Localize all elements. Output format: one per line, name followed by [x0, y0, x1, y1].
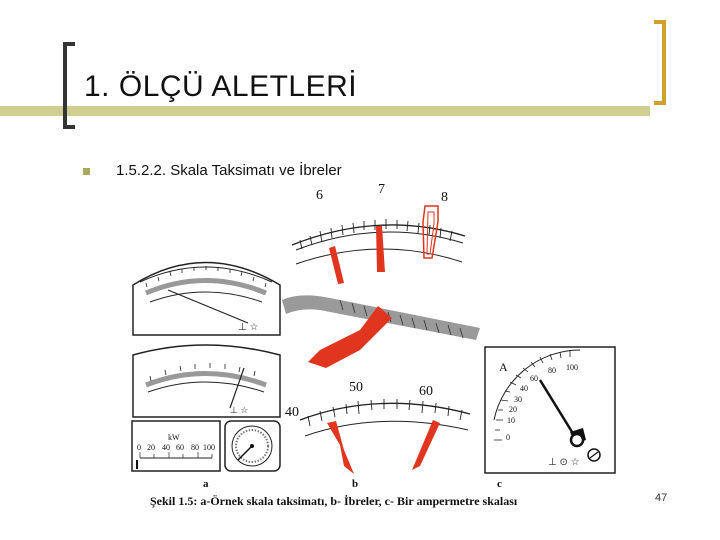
kw-tick-20: 20 — [147, 443, 155, 452]
ammeter-tick-30: 30 — [514, 395, 522, 404]
ammeter-tick-0: 0 — [506, 433, 510, 442]
ammeter-tick-40: 40 — [520, 384, 528, 393]
meter-round-dial — [225, 421, 280, 471]
figure-label-a: a — [203, 478, 209, 490]
scale-b-bottom-tick-50: 50 — [349, 380, 363, 395]
scale-b-top-tick-8: 8 — [441, 190, 448, 205]
kw-tick-80: 80 — [191, 443, 199, 452]
slide-title: 1. ÖLÇÜ ALETLERİ — [84, 70, 358, 103]
ammeter-unit-label: A — [499, 360, 508, 374]
scale-b-bottom-tick-60: 60 — [419, 384, 433, 399]
kw-tick-0: 0 — [137, 443, 141, 452]
scale-b-top-tick-6: 6 — [316, 188, 323, 203]
ammeter-tick-10: 10 — [507, 416, 515, 425]
ammeter-tick-20: 20 — [509, 405, 517, 414]
svg-text:⊥ ⊙ ☆: ⊥ ⊙ ☆ — [548, 457, 580, 468]
figure-caption: Şekil 1.5: a-Örnek skala taksimatı, b- İbreler, c- Bir ampermetre skalası — [150, 494, 518, 508]
figure-b-needles — [282, 206, 480, 474]
kw-tick-40: 40 — [162, 443, 170, 452]
meter-single-scale — [133, 345, 280, 417]
svg-text:⊥ ☆: ⊥ ☆ — [230, 405, 249, 415]
ammeter-tick-60: 60 — [530, 374, 538, 383]
kw-tick-60: 60 — [176, 443, 184, 452]
section-subtitle: 1.5.2.2. Skala Taksimatı ve İbreler — [116, 162, 342, 179]
meter-dual-scale — [133, 263, 280, 336]
ammeter-tick-80: 80 — [548, 366, 556, 375]
scale-b-top-tick-7: 7 — [378, 182, 385, 197]
kw-tick-100: 100 — [203, 443, 215, 452]
kw-unit-label: kW — [168, 433, 180, 442]
figure-a-example-scales — [132, 263, 280, 472]
ammeter-tick-100: 100 — [566, 363, 578, 372]
figure-label-b: b — [352, 478, 359, 490]
figure-label-c: c — [497, 478, 502, 490]
page-number: 47 — [655, 492, 668, 504]
svg-text:⊥ ☆: ⊥ ☆ — [238, 322, 259, 333]
scale-b-bottom-tick-40: 40 — [285, 405, 299, 420]
